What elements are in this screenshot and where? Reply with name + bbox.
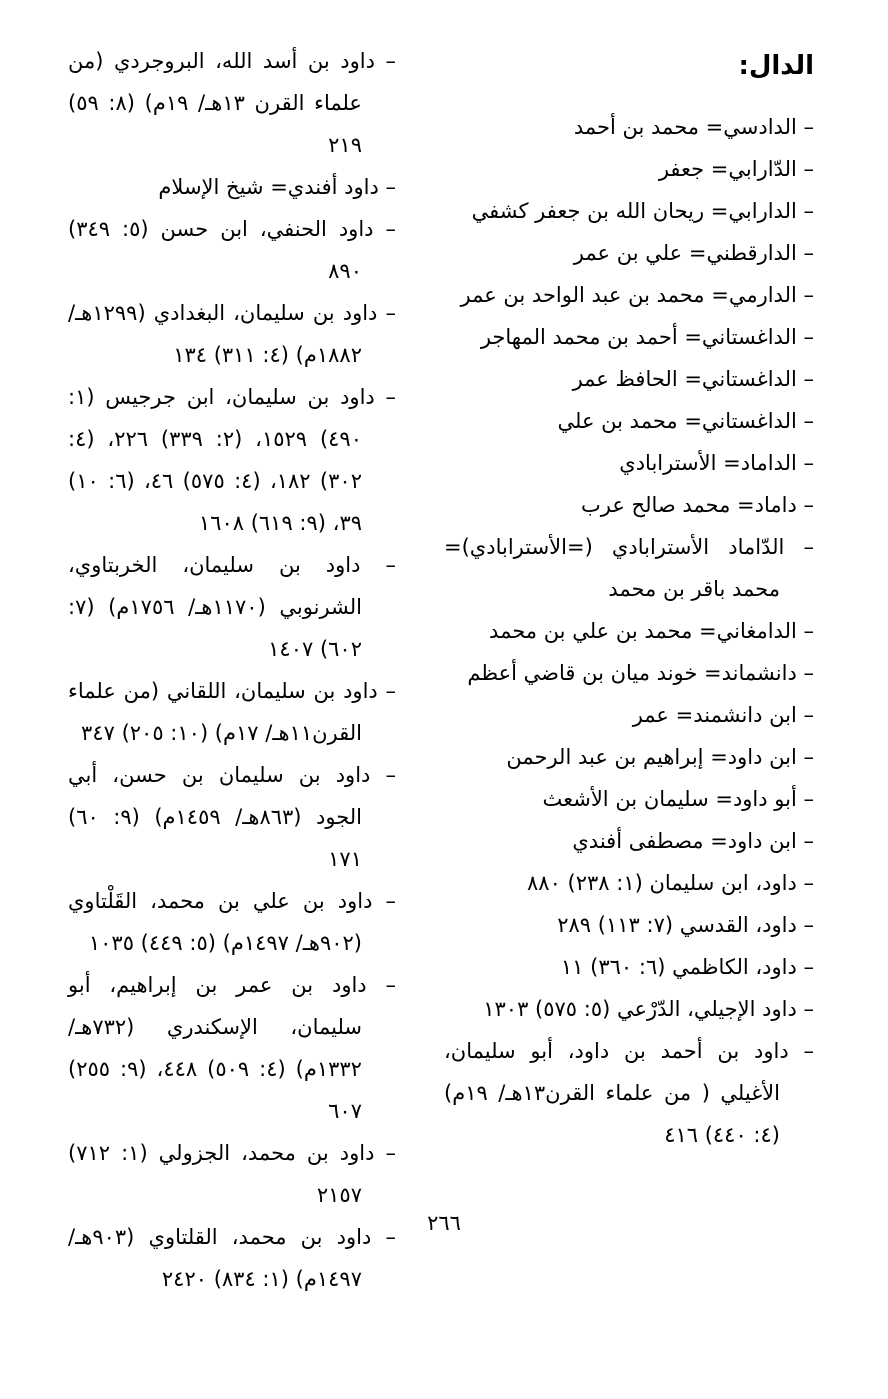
index-column-left: [68, 40, 396, 1300]
section-heading: الدال:: [738, 51, 814, 81]
index-entry: – الدامغاني= محمد بن علي بن محمد: [489, 619, 814, 643]
index-entry: – داود أفندي= شيخ الإسلام: [158, 175, 396, 199]
index-entry: – داود بن سليمان بن حسن، أبي الجود (٨٦٣هـ/ ١٤٥٩م) (٩: ٦٠) ١٧١: [68, 763, 396, 871]
index-entry: – أبو داود= سليمان بن الأشعث: [542, 787, 814, 811]
index-entry: – ابن داود= إبراهيم بن عبد الرحمن: [506, 745, 814, 769]
index-entry: – الداغستاني= محمد بن علي: [557, 409, 814, 433]
index-entry: – داود بن علي بن محمد، القَلْتاوي (٩٠٢هـ/ ١٤٩٧م) (٥: ٤٤٩) ١٠٣٥: [68, 889, 396, 955]
index-entry: – ابن دانشمند= عمر: [632, 703, 814, 727]
index-entry: – داود الإجيلي، الدّرْعي (٥: ٥٧٥) ١٣٠٣: [483, 997, 814, 1021]
index-entry: – داماد= محمد صالح عرب: [580, 493, 814, 517]
index-entry: – ابن داود= مصطفى أفندي: [572, 829, 814, 853]
index-entry: – الدارابي= ريحان الله بن جعفر كشفي: [471, 199, 814, 223]
index-entry: – داود، القدسي (٧: ١١٣) ٢٨٩: [557, 913, 814, 937]
index-entry: – داود، ابن سليمان (١: ٢٣٨) ٨٨٠: [527, 871, 814, 895]
index-entry: – داود، الكاظمي (٦: ٣٦٠) ١١: [560, 955, 814, 979]
index-entry: – داود بن أحمد بن داود، أبو سليمان، الأغيلي ( من علماء القرن١٣هـ/ ١٩م) (٤: ٤٤٠) ٤١٦: [444, 1039, 814, 1147]
index-entry: – داود بن سليمان، ابن جرجيس (١: ٤٩٠) ١٥٢٩، (٢: ٣٣٩) ٢٢٦، (٤: ٣٠٢) ١٨٢، (٤: ٥٧٥) ٤٦، (٦: ١٠) ٣٩، (٩: ٦١٩) ١٦٠٨: [68, 385, 396, 535]
index-column-right: [444, 40, 814, 1156]
index-entry: – الدارقطني= علي بن عمر: [573, 241, 814, 265]
index-entry: – الداغستاني= الحافظ عمر: [572, 367, 814, 391]
index-entry: – الداماد= الأسترابادي: [619, 451, 814, 475]
index-entry: – داود الحنفي، ابن حسن (٥: ٣٤٩) ٨٩٠: [68, 217, 396, 283]
index-entry: – داود بن أسد الله، البروجردي (من علماء القرن ١٣هـ/ ١٩م) (٨: ٥٩) ٢١٩: [68, 49, 396, 157]
index-entry: – الدّاماد الأسترابادي (=الأسترابادي)= محمد باقر بن محمد: [444, 535, 814, 601]
index-entry: – داود بن عمر بن إبراهيم، أبو سليمان، الإسكندري (٧٣٢هـ/ ١٣٣٢م) (٤: ٥٠٩) ٤٤٨، (٩: ٢٥٥) ٦٠٧: [68, 973, 396, 1123]
page-number: ٢٦٦: [427, 1211, 461, 1235]
index-entry: – الداغستاني= أحمد بن محمد المهاجر: [480, 325, 814, 349]
index-entry: – داود بن سليمان، الخربتاوي، الشرنوبي (١١٧٠هـ/ ١٧٥٦م) (٧: ٦٠٢) ١٤٠٧: [68, 553, 396, 661]
index-entry: – الدّارابي= جعفر: [658, 157, 814, 181]
index-entry: – داود بن محمد، القلتاوي (٩٠٣هـ/ ١٤٩٧م) (١: ٨٣٤) ٢٤٢٠: [68, 1225, 396, 1291]
index-entry: – الدارمي= محمد بن عبد الواحد بن عمر: [460, 283, 814, 307]
index-entry: – داود بن سليمان، اللقاني (من علماء القرن١١هـ/ ١٧م) (١٠: ٢٠٥) ٣٤٧: [68, 679, 396, 745]
index-entry: – الدادسي= محمد بن أحمد: [573, 115, 814, 139]
index-entry: – داود بن محمد، الجزولي (١: ٧١٢) ٢١٥٧: [68, 1141, 396, 1207]
index-entry: – داود بن سليمان، البغدادي (١٢٩٩هـ/ ١٨٨٢م) (٤: ٣١١) ١٣٤: [68, 301, 396, 367]
index-entry: – دانشماند= خوند ميان بن قاضي أعظم: [467, 661, 814, 685]
